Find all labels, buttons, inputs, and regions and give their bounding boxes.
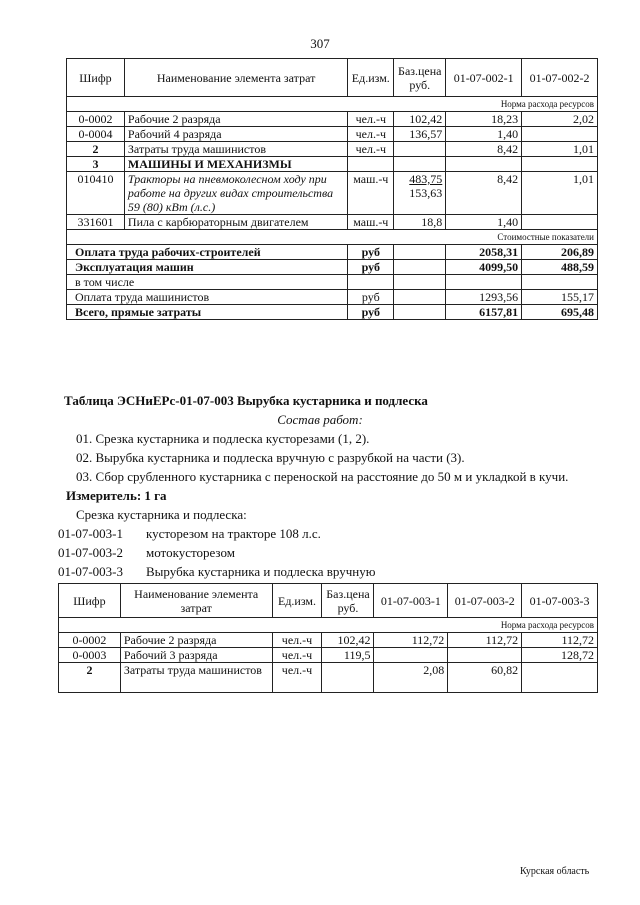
cell-value: [374, 648, 448, 663]
section-title: Таблица ЭСНиЕРс-01-07-003 Вырубка кустарника и подлеска: [64, 393, 428, 408]
header-code: Шифр: [67, 59, 125, 97]
table-header-row: [59, 584, 598, 618]
cost-unit: руб: [348, 245, 394, 260]
cell-price: [322, 663, 374, 693]
cost-empty: [394, 290, 446, 305]
table-row: [67, 112, 598, 127]
cost-value: 695,48: [522, 305, 598, 320]
table-row: [67, 157, 598, 172]
cell-price: 119,5: [322, 648, 374, 663]
cost-row: [67, 245, 598, 260]
cost-row: [67, 275, 598, 290]
table-row: [59, 663, 598, 693]
header-unit: Ед.изм.: [272, 584, 322, 618]
cell-price: 102,42: [394, 112, 446, 127]
cell-unit: [348, 157, 394, 172]
header-col2: 01-07-003-2: [448, 584, 522, 618]
cost-value: 206,89: [522, 245, 598, 260]
cell-name: Рабочий 3 разряда: [120, 648, 272, 663]
cell-value: 8,42: [446, 172, 522, 215]
cell-code: 2: [59, 663, 121, 693]
item-text: Вырубка кустарника и подлеска вручную: [146, 564, 376, 579]
cell-code: 010410: [67, 172, 125, 215]
cost-unit: руб: [348, 305, 394, 320]
cell-value: [446, 157, 522, 172]
cost-name: Оплата труда рабочих-строителей: [67, 245, 348, 260]
table-row: [67, 172, 598, 215]
cell-value: 112,72: [374, 633, 448, 648]
cost-value: [446, 275, 522, 290]
price-value: 483,75: [409, 172, 443, 186]
resource-table-1: [66, 58, 598, 320]
header-col1: 01-07-002-1: [446, 59, 522, 97]
cell-value: 112,72: [522, 633, 598, 648]
cell-value: 60,82: [448, 663, 522, 693]
price-value-secondary: 153,63: [409, 186, 443, 200]
cell-price: [394, 172, 446, 215]
cost-label: Стоимостные показатели: [67, 230, 598, 245]
cell-name: Рабочие 2 разряда: [120, 633, 272, 648]
composition-title: Состав работ:: [277, 412, 363, 427]
cell-code: 2: [67, 142, 125, 157]
cell-unit: маш.-ч: [348, 172, 394, 215]
cell-unit: чел.-ч: [272, 633, 322, 648]
item-text: мотокусторезом: [146, 545, 235, 560]
cell-value: 1,40: [446, 127, 522, 142]
cost-empty: [394, 275, 446, 290]
cell-name: Затраты труда машинистов: [124, 142, 347, 157]
header-price: Баз.цена руб.: [394, 59, 446, 97]
cell-value: 1,01: [522, 172, 598, 215]
norm-label-row: [67, 97, 598, 112]
table-row: [59, 633, 598, 648]
cell-value: 2,02: [522, 112, 598, 127]
cell-price: [394, 142, 446, 157]
cell-unit: чел.-ч: [348, 112, 394, 127]
cell-code: 3: [67, 157, 125, 172]
table-row: [67, 215, 598, 230]
header-col1: 01-07-003-1: [374, 584, 448, 618]
cell-value: 8,42: [446, 142, 522, 157]
cell-name: Затраты труда машинистов: [120, 663, 272, 693]
cost-name: Оплата труда машинистов: [67, 290, 348, 305]
header-col3: 01-07-003-3: [522, 584, 598, 618]
header-price: Баз.цена руб.: [322, 584, 374, 618]
cost-name: Всего, прямые затраты: [67, 305, 348, 320]
cost-empty: [394, 245, 446, 260]
cell-value: [522, 157, 598, 172]
cost-row: [67, 260, 598, 275]
cost-row: [67, 290, 598, 305]
cost-name: в том числе: [67, 275, 348, 290]
table-row: [67, 142, 598, 157]
cost-value: [522, 275, 598, 290]
table-row: [59, 648, 598, 663]
cell-name: Рабочие 2 разряда: [124, 112, 347, 127]
cell-value: 18,23: [446, 112, 522, 127]
work-step: 01. Срезка кустарника и подлеска кусторезами (1, 2).: [76, 431, 370, 446]
cost-unit: руб: [348, 260, 394, 275]
resource-table-2: [58, 583, 598, 693]
cell-name: Рабочий 4 разряда: [124, 127, 347, 142]
cell-price: 18,8: [394, 215, 446, 230]
cost-unit: руб: [348, 290, 394, 305]
cell-name: Пила с карбюраторным двигателем: [124, 215, 347, 230]
cell-unit: маш.-ч: [348, 215, 394, 230]
cell-value: [522, 663, 598, 693]
cell-unit: чел.-ч: [272, 663, 322, 693]
cell-value: [448, 648, 522, 663]
cell-code: 0-0002: [67, 112, 125, 127]
item-code: 01-07-003-1: [58, 526, 123, 541]
cost-empty: [394, 260, 446, 275]
cell-name: Тракторы на пневмоколесном ходу при работе на других видах строительства 59 (80) кВт (л.с.): [124, 172, 347, 215]
cell-value: 1,40: [446, 215, 522, 230]
cell-value: 1,01: [522, 142, 598, 157]
cost-value: 155,17: [522, 290, 598, 305]
cell-value: 2,08: [374, 663, 448, 693]
cost-unit: [348, 275, 394, 290]
subtitle: Срезка кустарника и подлеска:: [76, 507, 247, 522]
item-code: 01-07-003-3: [58, 564, 123, 579]
item-code: 01-07-003-2: [58, 545, 123, 560]
cell-unit: чел.-ч: [348, 142, 394, 157]
cell-code: 0-0002: [59, 633, 121, 648]
cell-value: [522, 127, 598, 142]
header-code: Шифр: [59, 584, 121, 618]
cost-name: Эксплуатация машин: [67, 260, 348, 275]
cell-value: 128,72: [522, 648, 598, 663]
cost-empty: [394, 305, 446, 320]
cell-value: 112,72: [448, 633, 522, 648]
table-header-row: [67, 59, 598, 97]
header-col2: 01-07-002-2: [522, 59, 598, 97]
cell-code: 0-0003: [59, 648, 121, 663]
work-step: 03. Сбор срубленного кустарника с переноской на расстояние до 50 м и укладкой в кучи.: [76, 469, 569, 484]
work-step: 02. Вырубка кустарника и подлеска вручную с разрубкой на части (3).: [76, 450, 465, 465]
cell-price: 136,57: [394, 127, 446, 142]
measure-label: Измеритель: 1 га: [66, 488, 167, 503]
cost-value: 1293,56: [446, 290, 522, 305]
cost-label-row: [67, 230, 598, 245]
cell-code: 0-0004: [67, 127, 125, 142]
cell-unit: чел.-ч: [348, 127, 394, 142]
header-name: Наименование элемента затрат: [120, 584, 272, 618]
cost-value: 4099,50: [446, 260, 522, 275]
table-row: [67, 127, 598, 142]
cell-name: МАШИНЫ И МЕХАНИЗМЫ: [124, 157, 347, 172]
header-name: Наименование элемента затрат: [124, 59, 347, 97]
cost-value: 6157,81: [446, 305, 522, 320]
cell-price: [394, 157, 446, 172]
page-number: 307: [310, 36, 330, 51]
norm-label: Норма расхода ресурсов: [67, 97, 598, 112]
header-unit: Ед.изм.: [348, 59, 394, 97]
cell-unit: чел.-ч: [272, 648, 322, 663]
cost-value: 488,59: [522, 260, 598, 275]
cost-value: 2058,31: [446, 245, 522, 260]
norm-label: Норма расхода ресурсов: [59, 618, 598, 633]
norm-label-row: [59, 618, 598, 633]
cell-code: 331601: [67, 215, 125, 230]
cost-row: [67, 305, 598, 320]
cell-price: 102,42: [322, 633, 374, 648]
item-text: кусторезом на тракторе 108 л.с.: [146, 526, 321, 541]
cell-value: [522, 215, 598, 230]
footer-region: Курская область: [520, 866, 590, 877]
